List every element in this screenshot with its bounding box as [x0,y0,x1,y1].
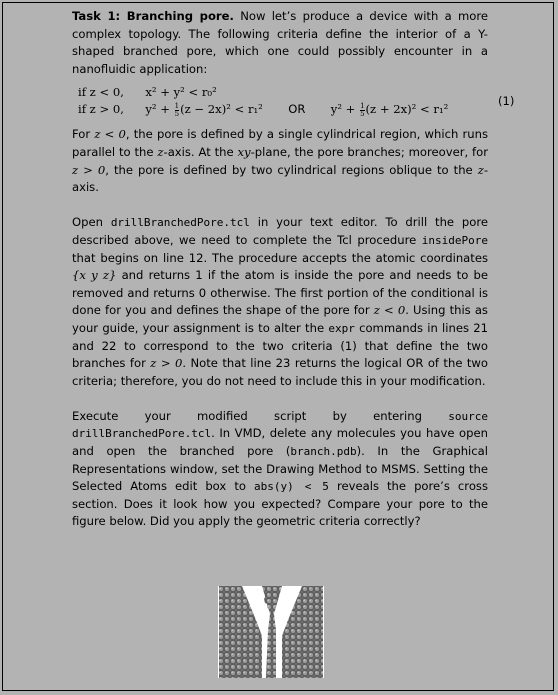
equation-number: (1) [498,94,515,109]
equation-block [72,84,515,120]
eq-or-label: OR [288,102,306,117]
source-command: source drillBranchedPore.tcl [72,409,488,441]
pore-cross-section-image [218,586,324,678]
eq-row2-expr-a: y² + [145,102,174,117]
equation-row-2 [78,101,448,119]
eq-row2-expr-b2: (z + 2x)² < r₁² [365,102,449,117]
document-body [72,8,515,531]
procedure-name: insidePore [421,233,488,247]
paragraph-pore-description: For z < 0, the pore is defined by a single cylindrical region, which runs parallel to the z-axis. At the xy-plane, the pore branches; moreover, for z > 0, the pore is defined by two cylindrical regions oblique to the z-axis. [72,127,489,195]
task-intro [72,8,488,78]
equation-row-1 [78,84,217,102]
task-intro-text: Now let’s produce a device with a more complex topology. The following criteria define the interior of a Y-shaped branched pore, which one could possibly encounter in a nanofluidic application: [72,9,488,76]
fraction-one-fifth: $\frac{1}{5}$ [174,101,180,118]
selection-text: abs(y) < 5 [254,480,329,494]
eq-row1-expression: x² + y² < r₀² [145,85,217,100]
filename-branch-pdb: branch.pdb [290,445,357,459]
eq-row2-expr-a2: (z − 2x)² < r₁² [180,102,263,117]
paragraph-execute-instructions: Execute your modified script by entering source drillBranchedPore.tcl. In VMD, delete any molecules you have open and open the branched pore (branch.pdb). In the Graphical Representations window, set the Drawing Method to MSMS. Setting the Selected Atoms edit box to abs(y) < 5 reveals the pore’s cross section. Does it look how you expected? Compare your pore to the figure below. Did you apply the geometric criteria correctly? [72,408,488,529]
branched-pore-figure [218,586,324,678]
eq-row2-condition: if z > 0, [78,102,124,117]
eq-row1-condition: if z < 0, [78,85,124,100]
filename-drill-script: drillBranchedPore.tcl [110,216,250,230]
paragraph-drill-instructions: Open drillBranchedPore.tcl in your text editor. To drill the pore described above, we need to complete the Tcl procedure insidePore that begins on line 12. The procedure accepts the atomic coordinates {x y z} and returns 1 if the atom is inside the pore and needs to be removed and returns 0 otherwise. The first portion of the conditional is done for you and defines the shape of the pore for z < 0. Using this as your guide, your assignment is to alter the expr commands in lines 21 and 22 to correspond to the two criteria (1) that define the two branches for z > 0. Note that line 23 returns the logical OR of the two criteria; therefore, you do not need to include this in your modification. [72,215,488,388]
fraction-one-fifth-b: $\frac{1}{5}$ [360,101,365,118]
eq-row2-expr-b: y² + [330,102,360,117]
task-heading: Task 1: Branching pore. [72,9,234,23]
